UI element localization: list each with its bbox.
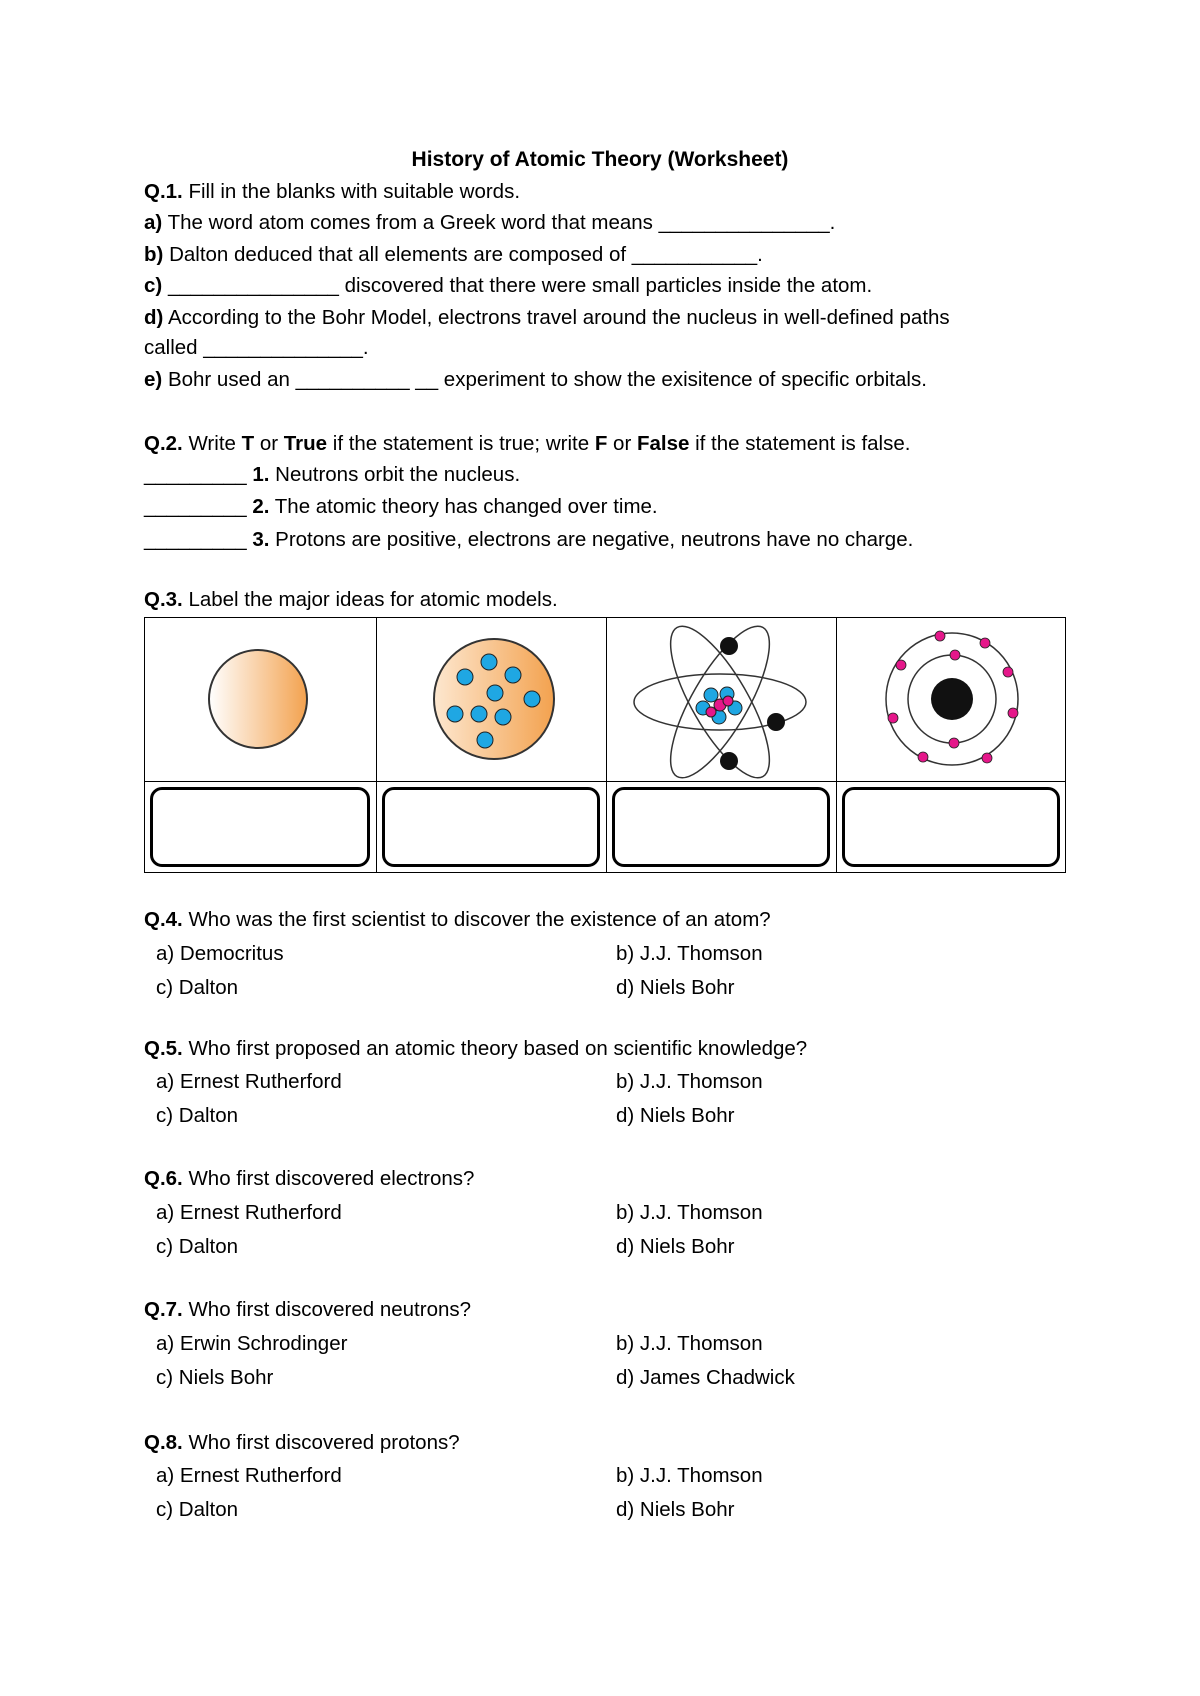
q2-statement-2: _________ 2. The atomic theory has changed over time. xyxy=(144,495,658,518)
q8-heading: Q.8. Who first discovered protons? xyxy=(144,1431,460,1454)
rutherford-model-icon xyxy=(607,618,837,781)
q1-item-d-continued: called ______________. xyxy=(144,336,369,359)
q2-statement-3: _________ 3. Protons are positive, electrons are negative, neutrons have no charge. xyxy=(144,528,914,551)
q6-option-a[interactable]: a) Ernest Rutherford xyxy=(156,1201,342,1224)
q6-option-b[interactable]: b) J.J. Thomson xyxy=(616,1201,763,1224)
label-box-1[interactable] xyxy=(150,787,370,867)
q1-item-b: b) Dalton deduced that all elements are composed of ___________. xyxy=(144,243,763,266)
q4-option-a[interactable]: a) Democritus xyxy=(156,942,284,965)
atomic-models-table xyxy=(144,617,1066,873)
q1-item-c: c) _______________ discovered that there were small particles inside the atom. xyxy=(144,274,873,297)
label-box-4[interactable] xyxy=(842,787,1060,867)
q7-heading: Q.7. Who first discovered neutrons? xyxy=(144,1298,472,1321)
q1-prompt: Fill in the blanks with suitable words. xyxy=(188,180,521,203)
q3-heading: Q.3. Label the major ideas for atomic models. xyxy=(144,588,558,611)
q2-heading: Q.2. Write T or True if the statement is true; write F or False if the statement is false. xyxy=(144,432,911,455)
q4-heading: Q.4. Who was the first scientist to discover the existence of an atom? xyxy=(144,908,771,931)
q2-statement-1: _________ 1. Neutrons orbit the nucleus. xyxy=(144,463,521,486)
q5-option-b[interactable]: b) J.J. Thomson xyxy=(616,1070,763,1093)
q8-option-a[interactable]: a) Ernest Rutherford xyxy=(156,1464,342,1487)
q6-option-c[interactable]: c) Dalton xyxy=(156,1235,239,1258)
table-row-divider xyxy=(145,781,1065,782)
q8-option-d[interactable]: d) Niels Bohr xyxy=(616,1498,735,1521)
q6-option-d[interactable]: d) Niels Bohr xyxy=(616,1235,735,1258)
q4-option-d[interactable]: d) Niels Bohr xyxy=(616,976,735,999)
q7-option-c[interactable]: c) Niels Bohr xyxy=(156,1366,274,1389)
q5-option-d[interactable]: d) Niels Bohr xyxy=(616,1104,735,1127)
label-box-3[interactable] xyxy=(612,787,830,867)
q1-item-e: e) Bohr used an __________ __ experiment to show the exisitence of specific orbitals. xyxy=(144,368,927,391)
dalton-model-icon xyxy=(145,618,377,781)
label-box-2[interactable] xyxy=(382,787,600,867)
q8-option-c[interactable]: c) Dalton xyxy=(156,1498,239,1521)
q5-option-a[interactable]: a) Ernest Rutherford xyxy=(156,1070,342,1093)
q1-number: Q.1. xyxy=(144,180,183,203)
q1-heading xyxy=(144,179,520,205)
q1-item-a: a) The word atom comes from a Greek word that means _______________. xyxy=(144,211,836,234)
q7-option-d[interactable]: d) James Chadwick xyxy=(616,1366,795,1389)
q5-heading: Q.5. Who first proposed an atomic theory based on scientific knowledge? xyxy=(144,1037,808,1060)
q6-heading: Q.6. Who first discovered electrons? xyxy=(144,1167,475,1190)
q7-option-a[interactable]: a) Erwin Schrodinger xyxy=(156,1332,348,1355)
q7-option-b[interactable]: b) J.J. Thomson xyxy=(616,1332,763,1355)
q4-option-b[interactable]: b) J.J. Thomson xyxy=(616,942,763,965)
bohr-model-icon xyxy=(837,618,1067,781)
worksheet-title: History of Atomic Theory (Worksheet) xyxy=(411,148,789,171)
q4-option-c[interactable]: c) Dalton xyxy=(156,976,239,999)
thomson-model-icon xyxy=(377,618,607,781)
q5-option-c[interactable]: c) Dalton xyxy=(156,1104,239,1127)
q1-item-d: d) According to the Bohr Model, electrons travel around the nucleus in well-defined paths xyxy=(144,306,950,329)
q8-option-b[interactable]: b) J.J. Thomson xyxy=(616,1464,763,1487)
